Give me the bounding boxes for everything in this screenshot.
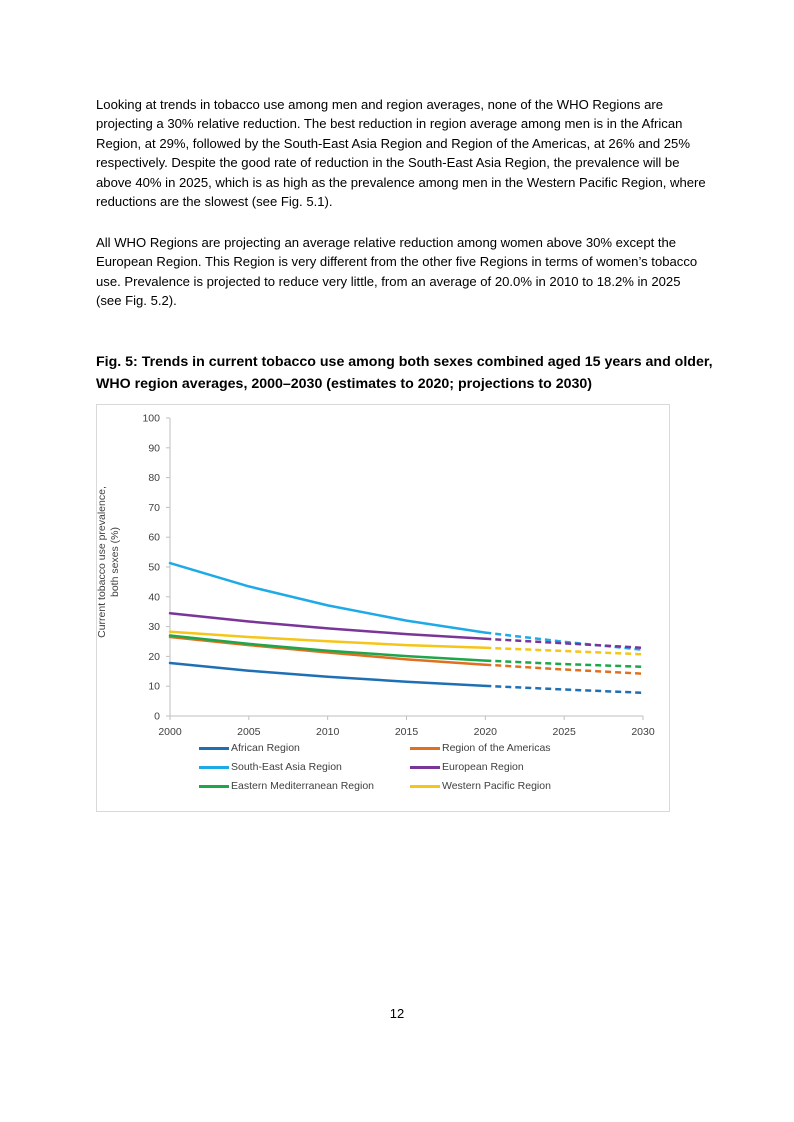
y-tick-label: 60 (148, 531, 160, 544)
legend-item-african-region (199, 740, 300, 756)
y-tick-label: 20 (148, 650, 160, 663)
legend-swatch (410, 766, 440, 769)
y-axis-title-line-1: Current tobacco use prevalence, (96, 486, 108, 638)
paragraph-women-trends: All WHO Regions are projecting an average relative reduction among women above 30% except the European Region. This Region is very different from the other five Regions in terms of women’s tobacco use. Prevalence is projected to reduce very little, from an average of 20.0% in 2010 to 18.2% in 2025 (see Fig. 5.2). (96, 235, 698, 309)
legend-label: South-East Asia Region (231, 761, 342, 773)
chart-legend (97, 405, 671, 813)
y-tick-label: 100 (142, 412, 160, 425)
legend-label: African Region (231, 742, 300, 754)
x-tick-label: 2010 (315, 726, 340, 738)
legend-label: Eastern Mediterranean Region (231, 780, 375, 792)
y-tick-label: 90 (148, 442, 160, 455)
legend-item-european-region (410, 759, 524, 775)
y-tick-label: 70 (148, 501, 160, 514)
legend-swatch (199, 766, 229, 769)
y-tick-label: 10 (148, 680, 160, 693)
legend-swatch (410, 747, 440, 750)
y-tick-label: 0 (154, 710, 160, 723)
figure-title: Fig. 5: Trends in current tobacco use among both sexes combined aged 15 years and older, WHO region averages, 2000–2030 (estimates to 2020; projections to 2030) (96, 354, 713, 392)
legend-label: Western Pacific Region (442, 780, 551, 792)
x-tick-label: 2000 (158, 726, 182, 738)
legend-swatch (199, 747, 229, 750)
legend-item-western-pacific-region (410, 778, 551, 794)
x-tick-label: 2005 (237, 726, 261, 738)
x-tick-label: 2025 (552, 726, 576, 738)
page-number: 12 (389, 1006, 405, 1021)
paragraph-men-trends: Looking at trends in tobacco use among men and region averages, none of the WHO Regions are projecting a 30% relative reduction. The best reduction in region average among men is in the African Region, at 29%, followed by the South-East Asia Region and Region of the Americas, at 26% and 25% respectively. Despite the good rate of reduction in the South-East Asia Region, the prevalence will be above 40% in 2025, which is as high as the prevalence among men in the Western Pacific Region, where reductions are the slowest (see Fig. 5.1). (96, 97, 706, 210)
y-tick-label: 40 (148, 591, 160, 604)
legend-swatch (199, 785, 229, 788)
legend-item-eastern-mediterranean-region (199, 778, 374, 794)
y-tick-label: 30 (148, 621, 160, 634)
x-tick-label: 2020 (473, 726, 498, 738)
chart-container (96, 404, 670, 812)
legend-item-south-east-asia-region (199, 759, 342, 775)
legend-label: European Region (442, 761, 524, 773)
y-tick-label: 80 (148, 472, 160, 485)
legend-label: Region of the Americas (442, 742, 551, 754)
y-tick-label: 50 (148, 561, 160, 574)
x-tick-label: 2030 (631, 726, 655, 738)
x-tick-label: 2015 (394, 726, 419, 738)
legend-item-region-of-the-americas (410, 740, 551, 756)
y-axis-title-line-2: both sexes (%) (109, 526, 121, 598)
legend-swatch (410, 785, 440, 788)
